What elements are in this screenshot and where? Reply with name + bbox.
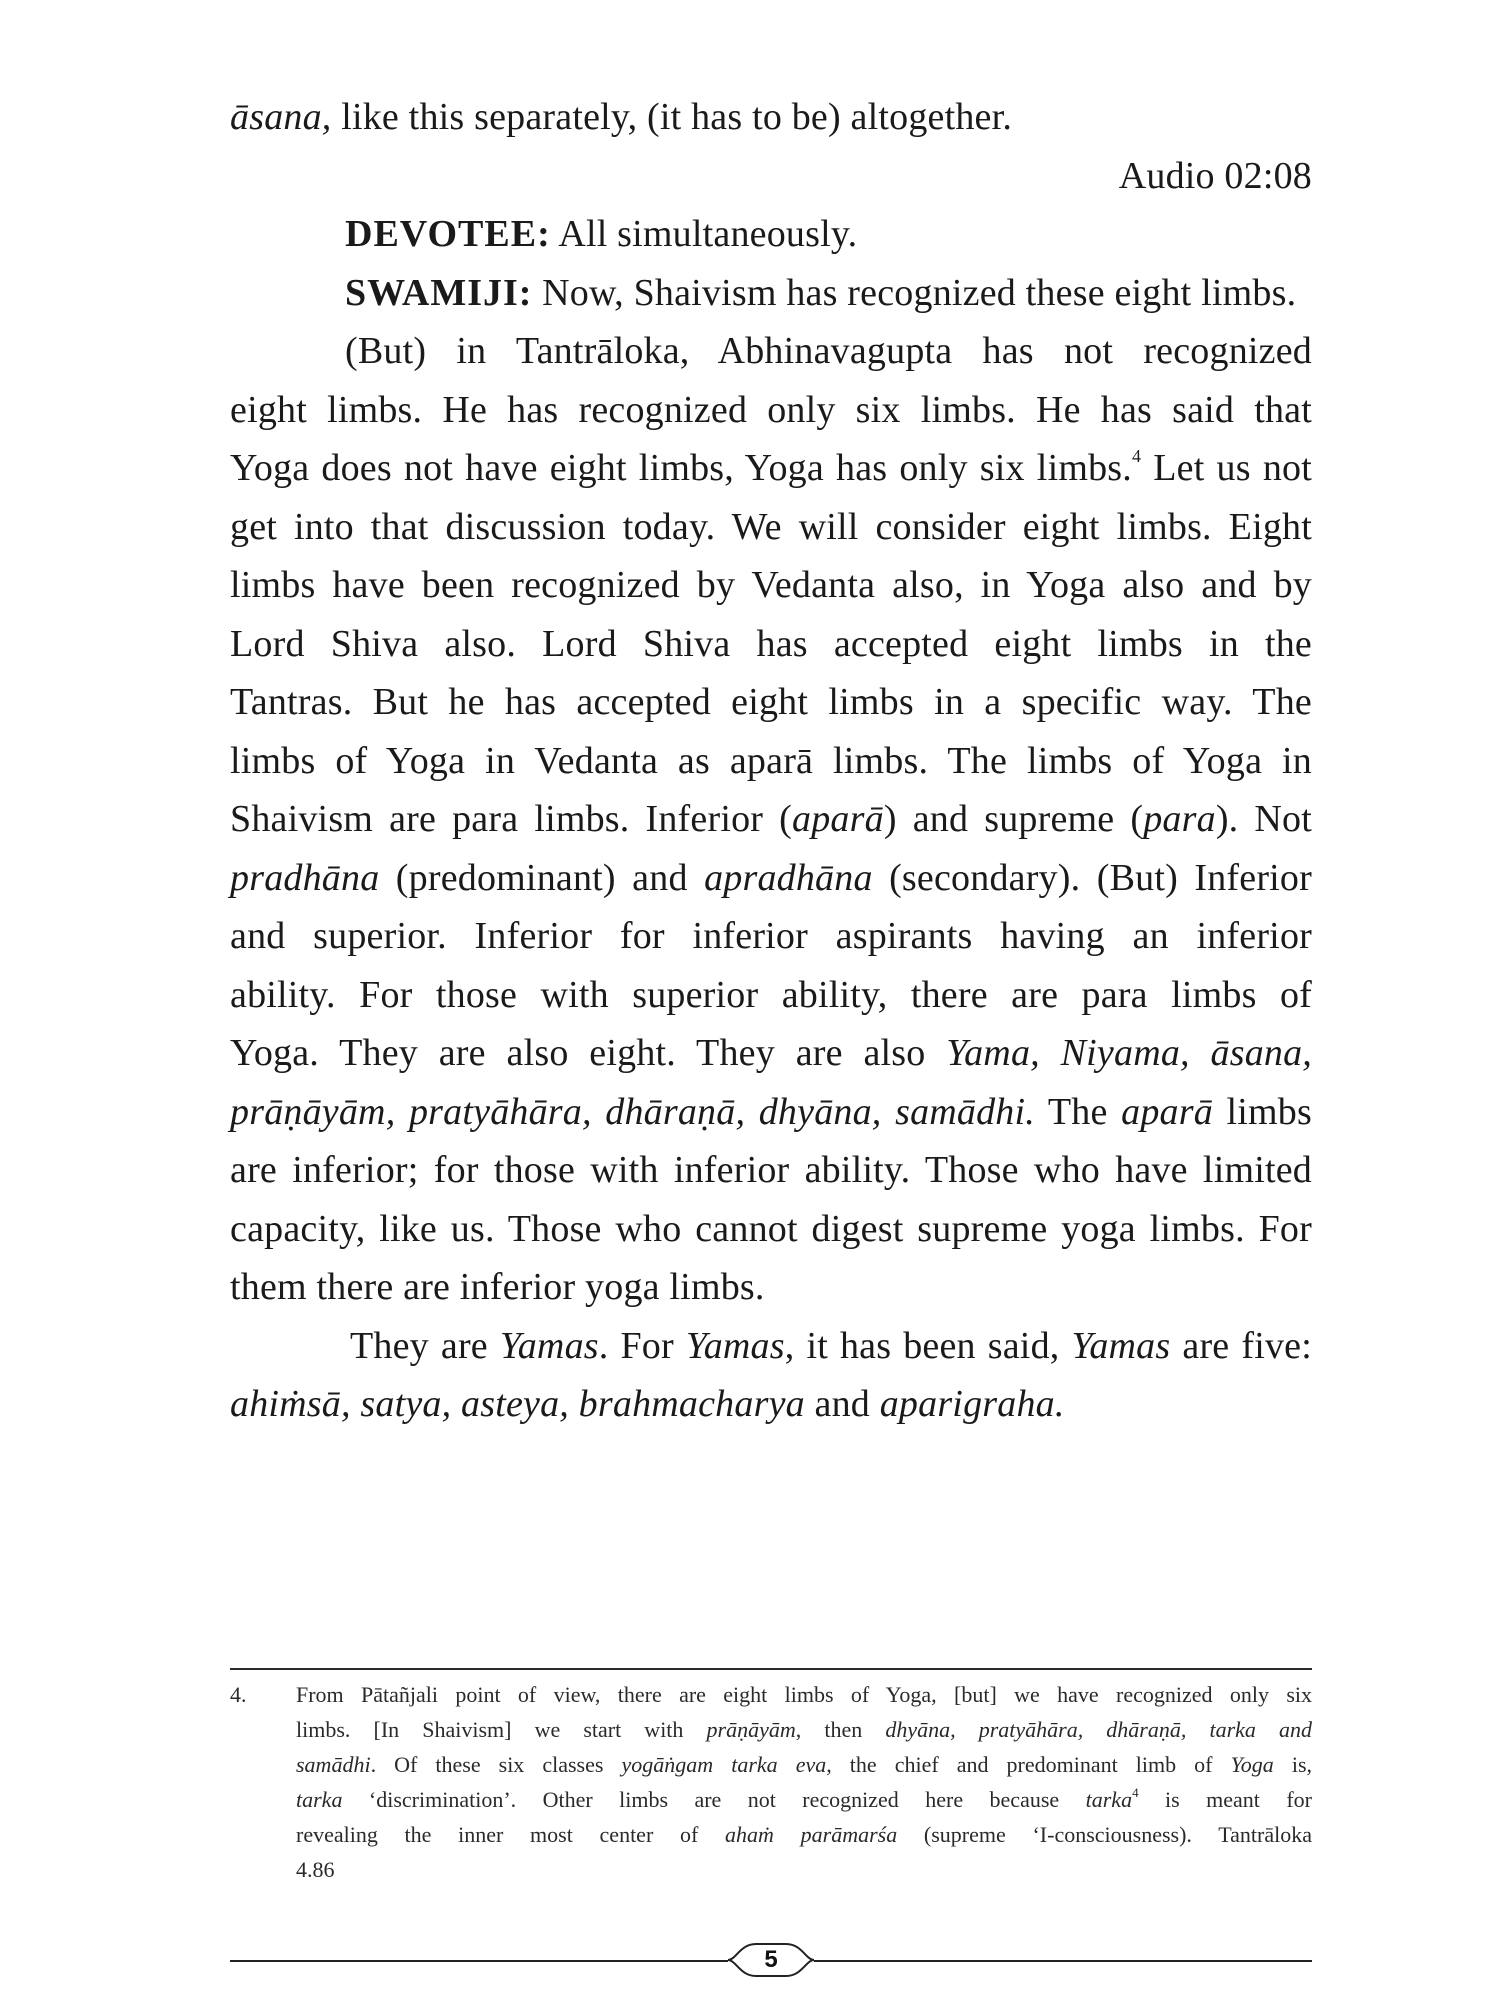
italic-term: prāṇāyām	[706, 1717, 796, 1742]
italic-term: aparigraha.	[879, 1383, 1065, 1425]
text-span: limbs. [In Shaivism] we start with	[296, 1717, 707, 1742]
text-line: limbs have been recognized by Vedanta also, in Yoga also and by	[230, 564, 1312, 606]
page-number: 5	[764, 1946, 778, 1973]
footer-rule-left	[230, 1960, 728, 1962]
italic-term: pradhāna	[230, 856, 380, 899]
text-line	[230, 439, 1312, 498]
text-span: , it has been said,	[784, 1324, 1072, 1367]
footnote-line: 4.86	[296, 1857, 335, 1882]
text-line	[230, 1083, 1312, 1142]
text-line	[230, 1024, 1312, 1083]
italic-term: Yamas	[685, 1324, 785, 1367]
italic-term: Yamas	[499, 1324, 599, 1367]
text-span: like this separately, (it has to be) altogether.	[331, 96, 1013, 138]
italic-term: tarka	[296, 1787, 343, 1812]
italic-term: Yamas	[1071, 1324, 1171, 1367]
text-span: limbs	[1212, 1090, 1312, 1133]
italic-term: Yama, Niyama, āsana,	[946, 1032, 1313, 1074]
text-line: (But) in Tantrāloka, Abhinavagupta has not recognized	[345, 330, 1312, 372]
text-span: . Of these six classes	[370, 1752, 622, 1777]
text-span: Yoga does not have eight limbs, Yoga has only six limbs.	[230, 447, 1132, 489]
text-span: is meant for	[1138, 1787, 1312, 1812]
text-span: Let us not	[1141, 447, 1312, 489]
text-line	[230, 790, 1312, 849]
footnote-line: From Pātañjali point of view, there are eight limbs of Yoga, [but] we have recognized only six	[296, 1682, 1312, 1707]
text-span: The	[1034, 1090, 1122, 1133]
text-span: , then	[795, 1717, 886, 1742]
text-line: are inferior; for those with inferior ability. Those who have limited	[230, 1149, 1312, 1191]
footnote-divider	[230, 1668, 1312, 1670]
footnote-number: 4.	[230, 1682, 247, 1707]
text-line	[230, 1317, 1312, 1376]
italic-term: ahiṁsā, satya, asteya, brahmacharya	[230, 1383, 805, 1425]
text-span: Now, Shaivism has recognized these eight limbs.	[532, 271, 1297, 314]
footnote-body	[296, 1677, 1312, 1887]
text-span: . For	[598, 1324, 686, 1367]
italic-term: yogāṅgam tarka eva	[621, 1752, 827, 1777]
speaker-label-swamiji: SWAMIJI:	[345, 271, 533, 314]
text-line: and superior. Inferior for inferior aspirants having an inferior	[230, 915, 1312, 957]
text-span: (supreme ‘I-consciousness). Tantrāloka	[897, 1822, 1312, 1847]
text-line: Lord Shiva also. Lord Shiva has accepted eight limbs in the	[230, 622, 1312, 665]
text-span: All simultaneously.	[550, 213, 858, 255]
text-span: They are	[350, 1324, 500, 1367]
italic-term: Yoga	[1230, 1752, 1274, 1777]
text-span: is,	[1273, 1752, 1313, 1777]
speaker-label-devotee: DEVOTEE:	[345, 213, 551, 255]
page-footer	[230, 1938, 1312, 1978]
footnote-reference: 4	[1131, 446, 1142, 466]
footnote	[230, 1677, 1312, 1887]
footnote-reference: 4	[1132, 1785, 1139, 1800]
text-line: Tantras. But he has accepted eight limbs in a specific way. The	[230, 681, 1312, 723]
audio-timestamp: Audio 02:08	[1118, 154, 1312, 197]
page-number-ornament	[726, 1940, 816, 1980]
text-span: (predominant) and	[379, 856, 705, 899]
italic-term: āsana,	[230, 96, 332, 138]
text-span: revealing the inner most center of	[296, 1822, 726, 1847]
text-span: ). Not	[1215, 798, 1312, 840]
italic-term: apradhāna	[704, 856, 873, 899]
text-span: , the chief and predominant limb of	[826, 1752, 1231, 1777]
italic-term: para	[1143, 798, 1216, 840]
text-span: Shaivism are para limbs. Inferior (	[230, 798, 793, 840]
text-line: ability. For those with superior ability, there are para limbs of	[230, 973, 1312, 1016]
text-line: capacity, like us. Those who cannot digest supreme yoga limbs. For	[230, 1207, 1312, 1250]
text-line	[230, 88, 1312, 147]
italic-term: samādhi	[296, 1752, 371, 1777]
italic-term: tarka	[1085, 1787, 1133, 1812]
footer-rule-right	[814, 1960, 1312, 1962]
text-span: and	[804, 1383, 880, 1425]
text-line	[230, 1375, 1312, 1434]
text-span: (secondary). (But) Inferior	[872, 856, 1312, 899]
text-span: ‘discrimination’. Other limbs are not recognized here because	[342, 1787, 1086, 1812]
italic-term: dhyāna, pratyāhāra, dhāraṇā, tarka and	[885, 1717, 1312, 1742]
swamiji-line	[230, 264, 1312, 323]
text-line	[230, 849, 1312, 908]
main-text	[230, 88, 1312, 1434]
italic-term: aparā	[792, 798, 884, 840]
text-span: are five:	[1170, 1324, 1312, 1367]
text-line: limbs of Yoga in Vedanta as aparā limbs. The limbs of Yoga in	[230, 739, 1312, 782]
footnote-line	[296, 1712, 1312, 1747]
italic-term: prāṇāyām, pratyāhāra, dhāraṇā, dhyāna, samādhi.	[230, 1090, 1035, 1133]
devotee-line	[230, 205, 1312, 264]
footnote-line	[296, 1782, 1312, 1817]
text-line: get into that discussion today. We will consider eight limbs. Eight	[230, 505, 1312, 548]
text-line: them there are inferior yoga limbs.	[230, 1266, 765, 1308]
italic-term: aparā	[1121, 1090, 1213, 1133]
footnote-line	[296, 1747, 1312, 1782]
footnote-line	[296, 1817, 1312, 1852]
text-span: Yoga. They are also eight. They are also	[230, 1032, 947, 1074]
text-line: eight limbs. He has recognized only six limbs. He has said that	[230, 388, 1312, 431]
text-span: ) and supreme (	[883, 798, 1144, 840]
italic-term: ahaṁ parāmarśa	[725, 1822, 898, 1847]
